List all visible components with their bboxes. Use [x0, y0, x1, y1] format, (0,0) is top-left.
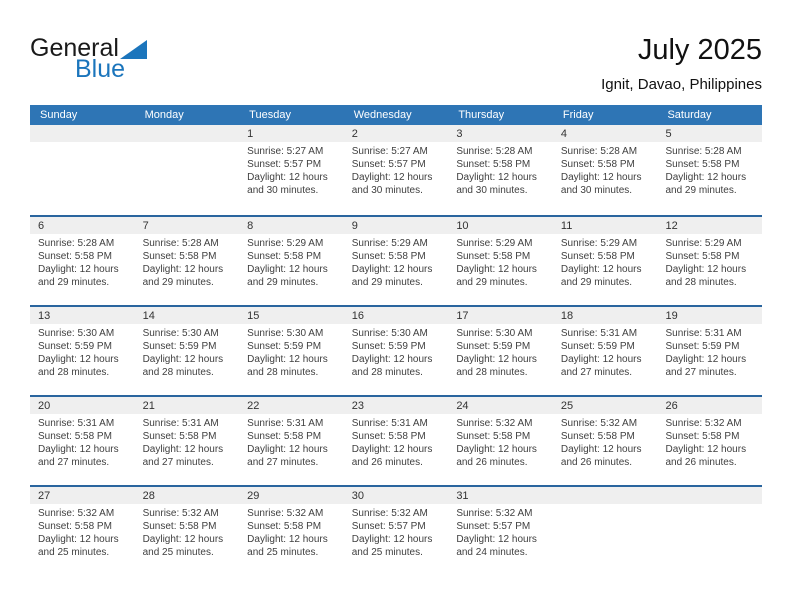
daylight-text: Daylight: 12 hours and 25 minutes. — [38, 534, 119, 558]
day-cell-31 — [448, 487, 553, 575]
day-cell-21 — [135, 397, 240, 485]
day-number: 14 — [135, 307, 240, 324]
sunset-text: Sunset: 5:58 PM — [560, 431, 635, 442]
daylight-text: Daylight: 12 hours and 25 minutes. — [351, 534, 433, 558]
sunrise-text: Sunrise: 5:32 AM — [456, 418, 533, 429]
day-cell-empty — [657, 487, 762, 575]
day-cell-23 — [344, 397, 449, 485]
sunset-text: Sunset: 5:58 PM — [351, 431, 426, 442]
day-info — [239, 324, 344, 379]
day-cell-28 — [135, 487, 240, 575]
day-info — [30, 504, 135, 559]
sunset-text: Sunset: 5:58 PM — [142, 251, 217, 262]
sunset-text: Sunset: 5:58 PM — [247, 521, 322, 532]
day-number: 21 — [135, 397, 240, 414]
daylight-text: Daylight: 12 hours and 28 minutes. — [665, 264, 747, 288]
daylight-text: Daylight: 12 hours and 24 minutes. — [456, 534, 537, 558]
daylight-text: Daylight: 12 hours and 27 minutes. — [247, 444, 328, 468]
sunrise-text: Sunrise: 5:31 AM — [247, 418, 324, 429]
sunset-text: Sunset: 5:57 PM — [351, 159, 426, 170]
daylight-text: Daylight: 12 hours and 29 minutes. — [38, 264, 119, 288]
sunrise-text: Sunrise: 5:32 AM — [456, 508, 533, 519]
weekday-header-monday: Monday — [144, 109, 184, 121]
sunset-text: Sunset: 5:59 PM — [247, 341, 322, 352]
sunset-text: Sunset: 5:58 PM — [247, 251, 322, 262]
sunset-text: Sunset: 5:59 PM — [560, 341, 635, 352]
sunset-text: Sunset: 5:58 PM — [38, 521, 112, 532]
day-number — [135, 125, 240, 142]
sunset-text: Sunset: 5:58 PM — [38, 431, 112, 442]
sunrise-text: Sunrise: 5:30 AM — [247, 328, 324, 339]
day-cell-15 — [239, 307, 344, 395]
day-info — [448, 324, 553, 379]
day-info — [553, 324, 658, 379]
sunrise-text: Sunrise: 5:32 AM — [247, 508, 324, 519]
day-cell-9 — [344, 217, 449, 305]
sunset-text: Sunset: 5:58 PM — [665, 251, 740, 262]
daylight-text: Daylight: 12 hours and 30 minutes. — [456, 172, 537, 196]
sunrise-text: Sunrise: 5:32 AM — [351, 508, 428, 519]
day-cell-empty — [553, 487, 658, 575]
daylight-text: Daylight: 12 hours and 26 minutes. — [560, 444, 642, 468]
day-number: 5 — [657, 125, 762, 142]
sunset-text: Sunset: 5:59 PM — [665, 341, 740, 352]
day-info — [135, 324, 240, 379]
calendar-table — [30, 105, 762, 575]
sunset-text: Sunset: 5:58 PM — [456, 159, 531, 170]
sunset-text: Sunset: 5:59 PM — [351, 341, 426, 352]
sunrise-text: Sunrise: 5:29 AM — [560, 238, 638, 249]
sunrise-text: Sunrise: 5:29 AM — [665, 238, 742, 249]
sunrise-text: Sunrise: 5:30 AM — [38, 328, 115, 339]
sunrise-text: Sunrise: 5:28 AM — [142, 238, 219, 249]
week-row — [30, 305, 762, 395]
day-cell-18 — [553, 307, 658, 395]
day-number: 28 — [135, 487, 240, 504]
day-info — [239, 142, 344, 197]
week-row — [30, 125, 762, 215]
day-cell-14 — [135, 307, 240, 395]
weekday-header-wednesday: Wednesday — [353, 109, 412, 121]
sunrise-text: Sunrise: 5:32 AM — [38, 508, 115, 519]
sunset-text: Sunset: 5:58 PM — [456, 251, 531, 262]
sunset-text: Sunset: 5:59 PM — [38, 341, 112, 352]
day-cell-7 — [135, 217, 240, 305]
page-title: July 2025 — [637, 34, 762, 66]
day-info — [553, 234, 658, 289]
day-cell-empty — [30, 125, 135, 215]
sunset-text: Sunset: 5:58 PM — [665, 159, 740, 170]
day-cell-22 — [239, 397, 344, 485]
day-info — [657, 234, 762, 289]
logo-text-blue: Blue — [75, 55, 126, 83]
daylight-text: Daylight: 12 hours and 28 minutes. — [142, 354, 224, 378]
weeks-container — [30, 125, 762, 575]
day-cell-20 — [30, 397, 135, 485]
day-cell-11 — [553, 217, 658, 305]
day-cell-6 — [30, 217, 135, 305]
day-info — [344, 504, 449, 559]
day-number: 6 — [30, 217, 135, 234]
day-number — [657, 487, 762, 504]
day-number: 19 — [657, 307, 762, 324]
weekday-header-tuesday: Tuesday — [249, 109, 291, 121]
day-info — [30, 324, 135, 379]
daylight-text: Daylight: 12 hours and 28 minutes. — [456, 354, 537, 378]
day-info — [135, 234, 240, 289]
daylight-text: Daylight: 12 hours and 30 minutes. — [351, 172, 433, 196]
sunset-text: Sunset: 5:57 PM — [351, 521, 426, 532]
day-info — [657, 142, 762, 197]
sunrise-text: Sunrise: 5:32 AM — [142, 508, 219, 519]
daylight-text: Daylight: 12 hours and 29 minutes. — [142, 264, 224, 288]
sunrise-text: Sunrise: 5:31 AM — [560, 328, 638, 339]
daylight-text: Daylight: 12 hours and 29 minutes. — [351, 264, 433, 288]
daylight-text: Daylight: 12 hours and 29 minutes. — [560, 264, 642, 288]
logo-text-general: General — [30, 34, 119, 62]
day-cell-empty — [135, 125, 240, 215]
sunrise-text: Sunrise: 5:32 AM — [665, 418, 742, 429]
sunrise-text: Sunrise: 5:30 AM — [351, 328, 428, 339]
day-cell-2 — [344, 125, 449, 215]
day-cell-17 — [448, 307, 553, 395]
day-number: 20 — [30, 397, 135, 414]
daylight-text: Daylight: 12 hours and 28 minutes. — [351, 354, 433, 378]
day-number: 18 — [553, 307, 658, 324]
day-cell-10 — [448, 217, 553, 305]
sunrise-text: Sunrise: 5:27 AM — [247, 146, 324, 157]
sunrise-text: Sunrise: 5:31 AM — [142, 418, 219, 429]
day-info — [239, 234, 344, 289]
general-blue-logo — [30, 36, 147, 82]
day-cell-1 — [239, 125, 344, 215]
day-info — [448, 414, 553, 469]
daylight-text: Daylight: 12 hours and 28 minutes. — [247, 354, 328, 378]
sunrise-text: Sunrise: 5:32 AM — [560, 418, 638, 429]
daylight-text: Daylight: 12 hours and 26 minutes. — [351, 444, 433, 468]
sunrise-text: Sunrise: 5:31 AM — [665, 328, 742, 339]
day-cell-8 — [239, 217, 344, 305]
day-info — [657, 414, 762, 469]
day-number: 27 — [30, 487, 135, 504]
daylight-text: Daylight: 12 hours and 27 minutes. — [560, 354, 642, 378]
day-cell-30 — [344, 487, 449, 575]
sunset-text: Sunset: 5:58 PM — [142, 521, 217, 532]
day-number: 17 — [448, 307, 553, 324]
day-number: 12 — [657, 217, 762, 234]
day-info — [344, 142, 449, 197]
weekday-header-friday: Friday — [562, 109, 594, 121]
day-info — [30, 234, 135, 289]
day-cell-3 — [448, 125, 553, 215]
day-info — [553, 142, 658, 197]
sunset-text: Sunset: 5:58 PM — [560, 251, 635, 262]
sunset-text: Sunset: 5:58 PM — [665, 431, 740, 442]
day-number: 22 — [239, 397, 344, 414]
daylight-text: Daylight: 12 hours and 29 minutes. — [456, 264, 537, 288]
day-cell-5 — [657, 125, 762, 215]
day-info — [344, 414, 449, 469]
day-info — [239, 504, 344, 559]
day-info — [448, 234, 553, 289]
day-number: 24 — [448, 397, 553, 414]
day-cell-16 — [344, 307, 449, 395]
day-number — [30, 125, 135, 142]
sunset-text: Sunset: 5:58 PM — [351, 251, 426, 262]
daylight-text: Daylight: 12 hours and 30 minutes. — [560, 172, 642, 196]
daylight-text: Daylight: 12 hours and 27 minutes. — [665, 354, 747, 378]
daylight-text: Daylight: 12 hours and 29 minutes. — [247, 264, 328, 288]
sunset-text: Sunset: 5:57 PM — [456, 521, 531, 532]
day-number: 26 — [657, 397, 762, 414]
day-info — [30, 414, 135, 469]
sunrise-text: Sunrise: 5:29 AM — [247, 238, 324, 249]
daylight-text: Daylight: 12 hours and 29 minutes. — [665, 172, 747, 196]
day-info — [135, 414, 240, 469]
day-info — [448, 504, 553, 559]
day-cell-26 — [657, 397, 762, 485]
daylight-text: Daylight: 12 hours and 27 minutes. — [38, 444, 119, 468]
day-cell-12 — [657, 217, 762, 305]
day-info — [344, 324, 449, 379]
sunrise-text: Sunrise: 5:30 AM — [456, 328, 533, 339]
day-number: 30 — [344, 487, 449, 504]
weekday-header-sunday: Sunday — [40, 109, 78, 121]
sunset-text: Sunset: 5:58 PM — [247, 431, 322, 442]
day-number: 10 — [448, 217, 553, 234]
sunrise-text: Sunrise: 5:27 AM — [351, 146, 428, 157]
sunrise-text: Sunrise: 5:28 AM — [38, 238, 115, 249]
day-cell-13 — [30, 307, 135, 395]
sunrise-text: Sunrise: 5:31 AM — [351, 418, 428, 429]
day-number: 7 — [135, 217, 240, 234]
sunrise-text: Sunrise: 5:28 AM — [560, 146, 638, 157]
sunrise-text: Sunrise: 5:28 AM — [665, 146, 742, 157]
week-row — [30, 215, 762, 305]
day-info — [239, 414, 344, 469]
day-number: 4 — [553, 125, 658, 142]
day-number: 1 — [239, 125, 344, 142]
weekday-header-saturday: Saturday — [667, 109, 712, 121]
sunset-text: Sunset: 5:58 PM — [142, 431, 217, 442]
sunset-text: Sunset: 5:58 PM — [560, 159, 635, 170]
sunrise-text: Sunrise: 5:28 AM — [456, 146, 533, 157]
day-cell-4 — [553, 125, 658, 215]
day-number: 9 — [344, 217, 449, 234]
title-block — [601, 34, 762, 93]
day-number: 13 — [30, 307, 135, 324]
day-number — [553, 487, 658, 504]
sunset-text: Sunset: 5:59 PM — [456, 341, 531, 352]
daylight-text: Daylight: 12 hours and 25 minutes. — [142, 534, 224, 558]
day-number: 23 — [344, 397, 449, 414]
daylight-text: Daylight: 12 hours and 26 minutes. — [665, 444, 747, 468]
sunrise-text: Sunrise: 5:31 AM — [38, 418, 115, 429]
day-number: 16 — [344, 307, 449, 324]
day-cell-19 — [657, 307, 762, 395]
day-info — [553, 414, 658, 469]
sunset-text: Sunset: 5:57 PM — [247, 159, 322, 170]
day-number: 25 — [553, 397, 658, 414]
day-number: 2 — [344, 125, 449, 142]
daylight-text: Daylight: 12 hours and 25 minutes. — [247, 534, 328, 558]
day-number: 15 — [239, 307, 344, 324]
day-cell-29 — [239, 487, 344, 575]
day-info — [344, 234, 449, 289]
weekday-header-row — [30, 105, 762, 125]
sunrise-text: Sunrise: 5:29 AM — [456, 238, 533, 249]
day-info — [657, 324, 762, 379]
day-info — [135, 504, 240, 559]
daylight-text: Daylight: 12 hours and 27 minutes. — [142, 444, 224, 468]
day-number: 8 — [239, 217, 344, 234]
day-number: 29 — [239, 487, 344, 504]
week-row — [30, 395, 762, 485]
sunset-text: Sunset: 5:58 PM — [38, 251, 112, 262]
sunset-text: Sunset: 5:58 PM — [456, 431, 531, 442]
day-cell-24 — [448, 397, 553, 485]
day-cell-27 — [30, 487, 135, 575]
daylight-text: Daylight: 12 hours and 28 minutes. — [38, 354, 119, 378]
page-subtitle: Ignit, Davao, Philippines — [601, 76, 762, 93]
daylight-text: Daylight: 12 hours and 26 minutes. — [456, 444, 537, 468]
sunset-text: Sunset: 5:59 PM — [142, 341, 217, 352]
sunrise-text: Sunrise: 5:29 AM — [351, 238, 428, 249]
day-info — [448, 142, 553, 197]
day-number: 11 — [553, 217, 658, 234]
week-row — [30, 485, 762, 575]
sunrise-text: Sunrise: 5:30 AM — [142, 328, 219, 339]
day-cell-25 — [553, 397, 658, 485]
day-number: 3 — [448, 125, 553, 142]
weekday-header-thursday: Thursday — [458, 109, 505, 121]
day-number: 31 — [448, 487, 553, 504]
daylight-text: Daylight: 12 hours and 30 minutes. — [247, 172, 328, 196]
